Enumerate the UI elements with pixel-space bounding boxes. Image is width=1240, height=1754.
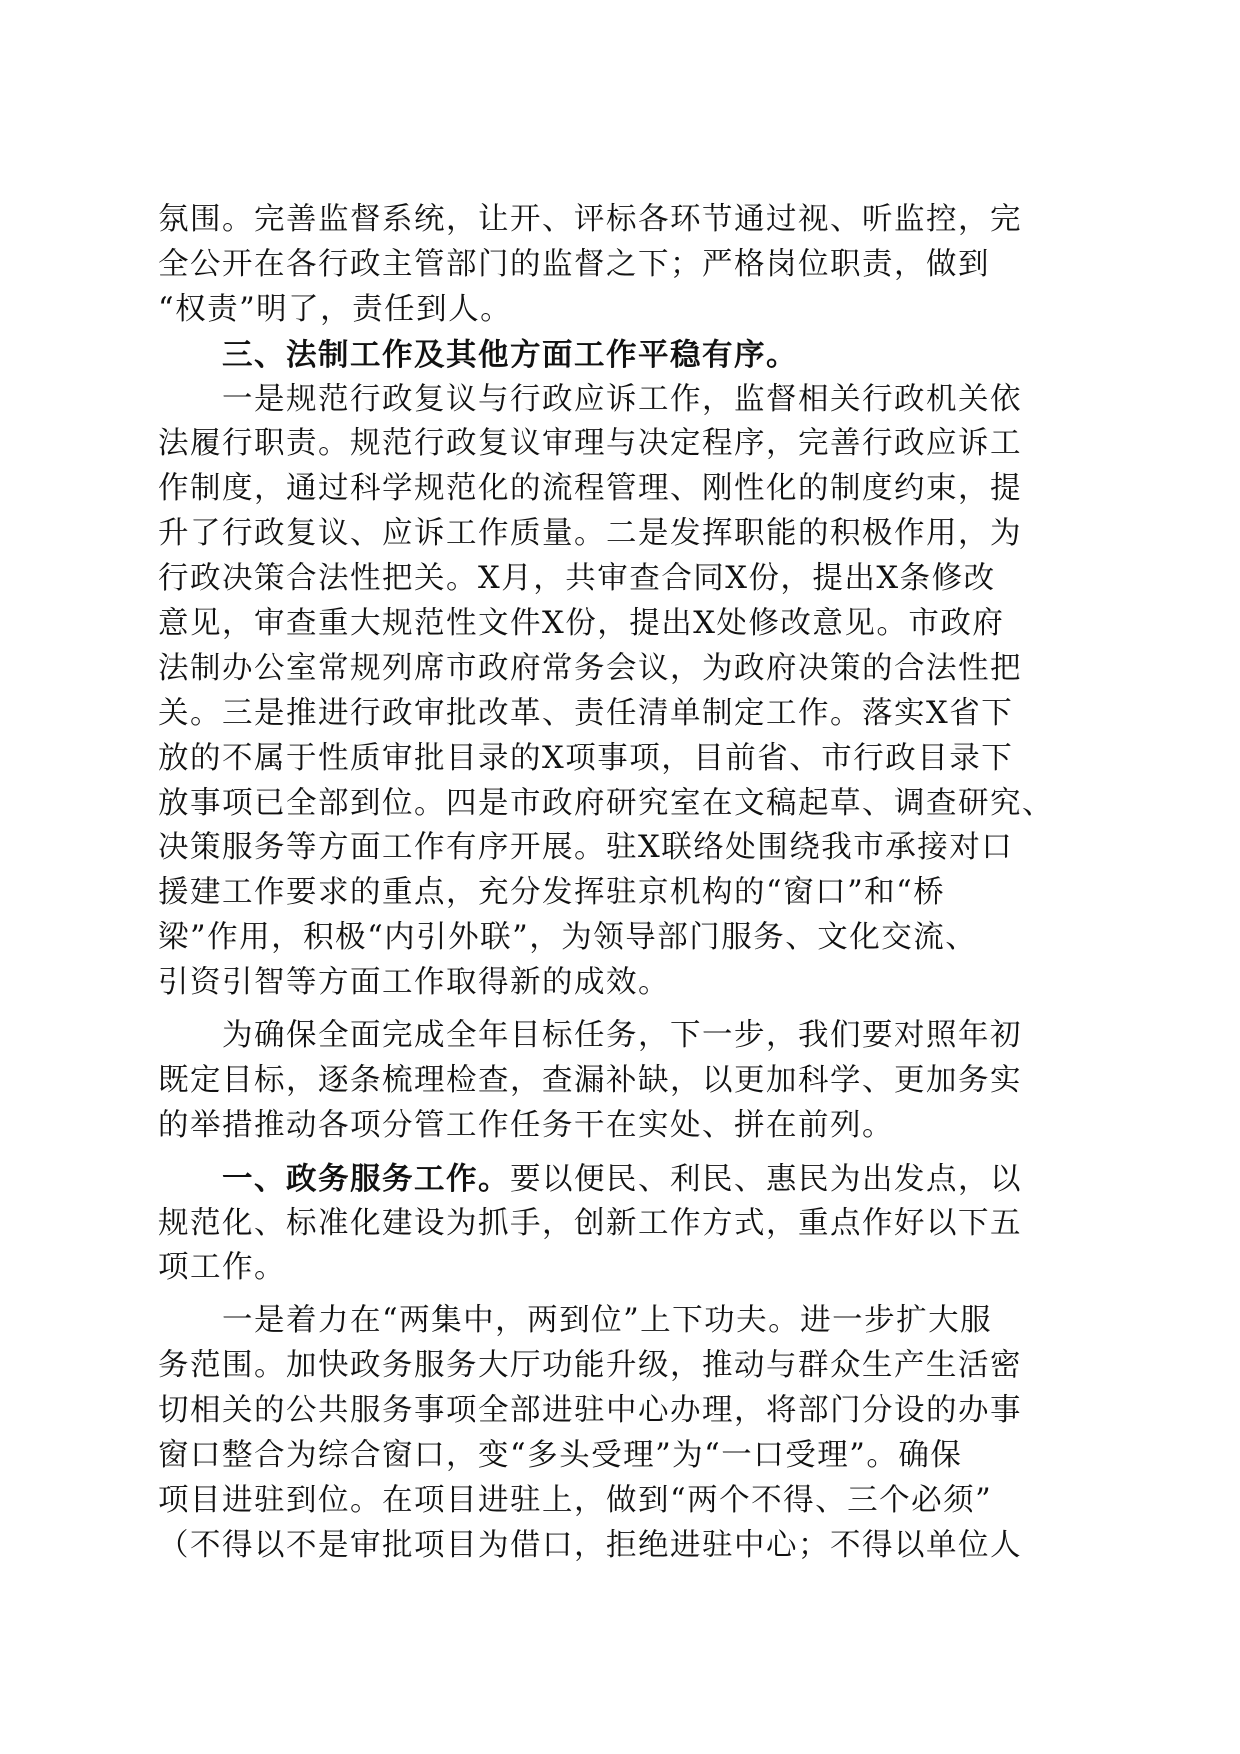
paragraph-line: 窗口整合为综合窗口，变“多头受理”为“一口受理”。确保 xyxy=(158,1438,963,1474)
paragraph-line: 援建工作要求的重点，充分发挥驻京机构的“窗口”和“桥 xyxy=(158,875,946,911)
paragraph-line: 为确保全面完成全年目标任务，下一步，我们要对照年初 xyxy=(222,1018,1022,1054)
paragraph-line: 意见，审查重大规范性文件X份，提出X处修改意见。市政府 xyxy=(158,606,1005,642)
paragraph-line: 一是规范行政复议与行政应诉工作，监督相关行政机关依 xyxy=(222,381,1022,417)
paragraph-line-with-heading xyxy=(158,1157,1088,1202)
paragraph-line: 关。三是推进行政审批改革、责任清单制定工作。落实X省下 xyxy=(158,695,1014,731)
paragraph-line: 务范围。加快政务服务大厅功能升级，推动与群众生产生活密 xyxy=(158,1348,1022,1384)
paragraph-line: 氛围。完善监督系统，让开、评标各环节通过视、听监控，完 xyxy=(158,202,1022,237)
paragraph-line: 梁”作用，积极“内引外联”，为领导部门服务、文化交流、 xyxy=(158,920,978,956)
paragraph-line: 项目进驻到位。在项目进驻上，做到“两个不得、三个必须” xyxy=(158,1482,993,1518)
paragraph-line: 放的不属于性质审批目录的X项事项，目前省、市行政目录下 xyxy=(158,740,1014,776)
paragraph-line: 升了行政复议、应诉工作质量。二是发挥职能的积极作用，为 xyxy=(158,516,1022,552)
paragraph-line: “权责”明了，责任到人。 xyxy=(158,291,513,327)
paragraph-text: 要以便民、利民、惠民为出发点，以 xyxy=(510,1161,1022,1197)
paragraph-line: 既定目标，逐条梳理检查，查漏补缺，以更加科学、更加务实 xyxy=(158,1062,1022,1098)
paragraph-line: 法制办公室常规列席市政府常务会议，为政府决策的合法性把 xyxy=(158,650,1022,686)
paragraph-line: 全公开在各行政主管部门的监督之下；严格岗位职责，做到 xyxy=(158,246,990,282)
paragraph-line: 的举措推动各项分管工作任务干在实处、拼在前列。 xyxy=(158,1107,894,1143)
document-body xyxy=(158,198,1088,1569)
paragraph-line: 决策服务等方面工作有序开展。驻X联络处围绕我市承接对口 xyxy=(158,830,1014,866)
paragraph-line: 一是着力在“两集中，两到位”上下功夫。进一步扩大服 xyxy=(222,1303,993,1339)
paragraph-line: 行政决策合法性把关。X月，共审查合同X份，提出X条修改 xyxy=(158,561,996,597)
paragraph-line: 项工作。 xyxy=(158,1250,286,1286)
paragraph-line: 放事项已全部到位。四是市政府研究室在文稿起草、调查研究、 xyxy=(158,785,1054,821)
paragraph-line: 规范化、标准化建设为抓手，创新工作方式，重点作好以下五 xyxy=(158,1205,1022,1241)
paragraph-line: 切相关的公共服务事项全部进驻中心办理，将部门分设的办事 xyxy=(158,1393,1022,1429)
paragraph-line: （不得以不是审批项目为借口，拒绝进驻中心；不得以单位人 xyxy=(158,1527,1022,1563)
section-heading: 三、法制工作及其他方面工作平稳有序。 xyxy=(222,336,798,373)
inline-heading: 一、政务服务工作。 xyxy=(222,1160,510,1197)
paragraph-line: 法履行职责。规范行政复议审理与决定程序，完善行政应诉工 xyxy=(158,426,1022,462)
paragraph-line: 引资引智等方面工作取得新的成效。 xyxy=(158,965,670,1001)
paragraph-line: 作制度，通过科学规范化的流程管理、刚性化的制度约束，提 xyxy=(158,471,1022,507)
